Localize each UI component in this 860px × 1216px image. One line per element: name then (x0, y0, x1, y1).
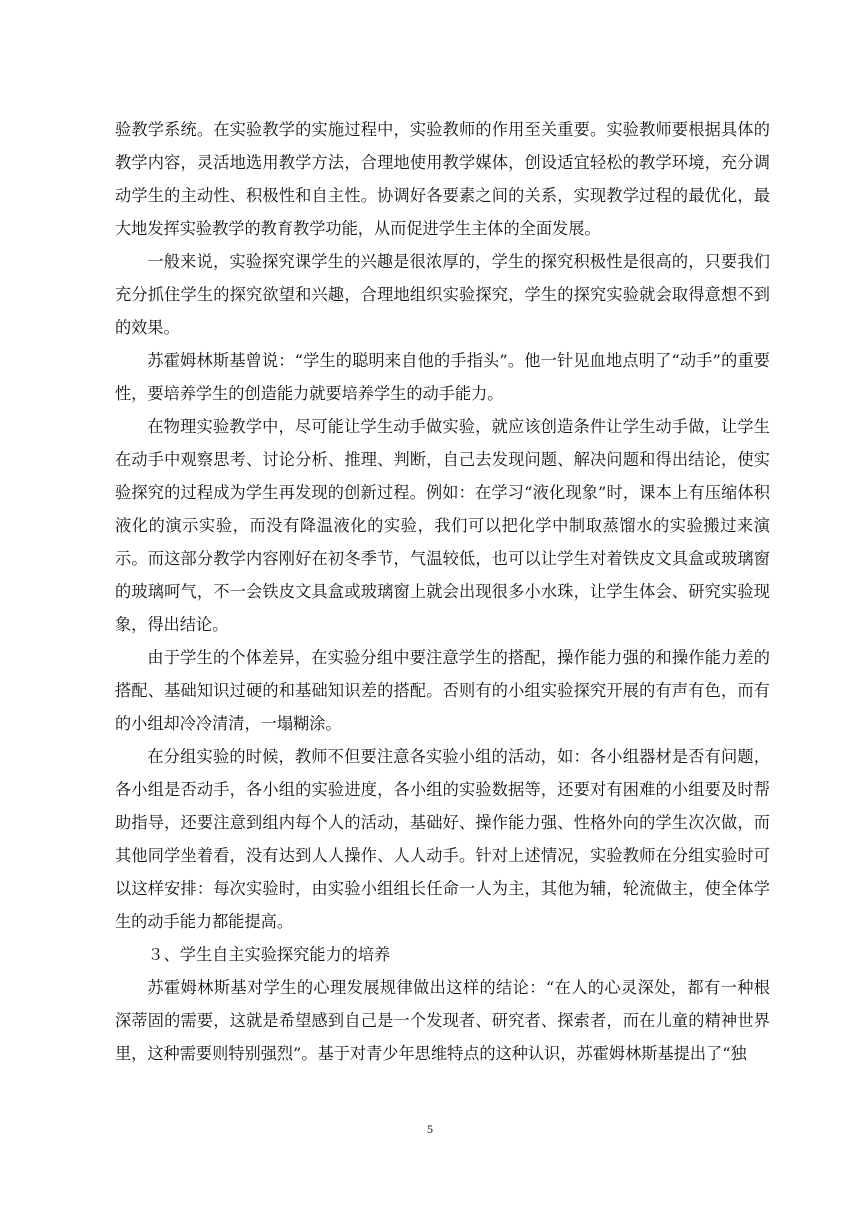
body-text (115, 113, 770, 1070)
paragraph-1: 验教学系统。在实验教学的实施过程中，实验教师的作用至关重要。实验教师要根据具体的教学内容，灵活地选用教学方法，合理地使用教学媒体，创设适宜轻松的教学环境，充分调动学生的主动性、积极性和自主性。协调好各要素之间的关系，实现教学过程的最优化，最大地发挥实验教学的教育教学功能，从而促进学生主体的全面发展。 (115, 120, 770, 238)
page-number: 5 (427, 1122, 433, 1136)
paragraph-5: 由于学生的个体差异，在实验分组中要注意学生的搭配，操作能力强的和操作能力差的搭配、基础知识过硬的和基础知识差的搭配。否则有的小组实验探究开展的有声有色，而有的小组却冷冷清清，一塌糊涂。 (115, 648, 770, 733)
paragraph-7: 苏霍姆林斯基对学生的心理发展规律做出这样的结论：“在人的心灵深处，都有一种根深蒂固的需要，这就是希望感到自己是一个发现者、研究者、探索者，而在儿童的精神世界里，这种需要则特别强烈”。基于对青少年思维特点的这种认识，苏霍姆林斯基提出了“独 (115, 978, 770, 1063)
paragraph-3: 苏霍姆林斯基曾说：“学生的聪明来自他的手指头”。他一针见血地点明了“动手”的重要性，要培养学生的创造能力就要培养学生的动手能力。 (115, 351, 770, 403)
paragraph-6: 在分组实验的时候，教师不但要注意各实验小组的活动，如：各小组器材是否有问题，各小组是否动手，各小组的实验进度，各小组的实验数据等，还要对有困难的小组要及时帮助指导，还要注意到组内每个人的活动，基础好、操作能力强、性格外向的学生次次做，而其他同学坐着看，没有达到人人操作、人人动手。针对上述情况，实验教师在分组实验时可以这样安排：每次实验时，由实验小组组长任命一人为主，其他为辅，轮流做主，使全体学生的动手能力都能提高。 (115, 747, 770, 931)
section-heading: ３、学生自主实验探究能力的培养 (147, 945, 391, 964)
paragraph-2: 一般来说，实验探究课学生的兴趣是很浓厚的，学生的探究积极性是很高的，只要我们充分抓住学生的探究欲望和兴趣，合理地组织实验探究，学生的探究实验就会取得意想不到的效果。 (115, 252, 770, 337)
paragraph-4: 在物理实验教学中，尽可能让学生动手做实验，就应该创造条件让学生动手做，让学生在动手中观察思考、讨论分析、推理、判断，自己去发现问题、解决问题和得出结论，使实验探究的过程成为学生再发现的创新过程。例如：在学习“液化现象”时，课本上有压缩体积液化的演示实验，而没有降温液化的实验，我们可以把化学中制取蒸馏水的实验搬过来演示。而这部分教学内容刚好在初冬季节，气温较低，也可以让学生对着铁皮文具盒或玻璃窗的玻璃呵气，不一会铁皮文具盒或玻璃窗上就会出现很多小水珠，让学生体会、研究实验现象，得出结论。 (115, 417, 770, 634)
